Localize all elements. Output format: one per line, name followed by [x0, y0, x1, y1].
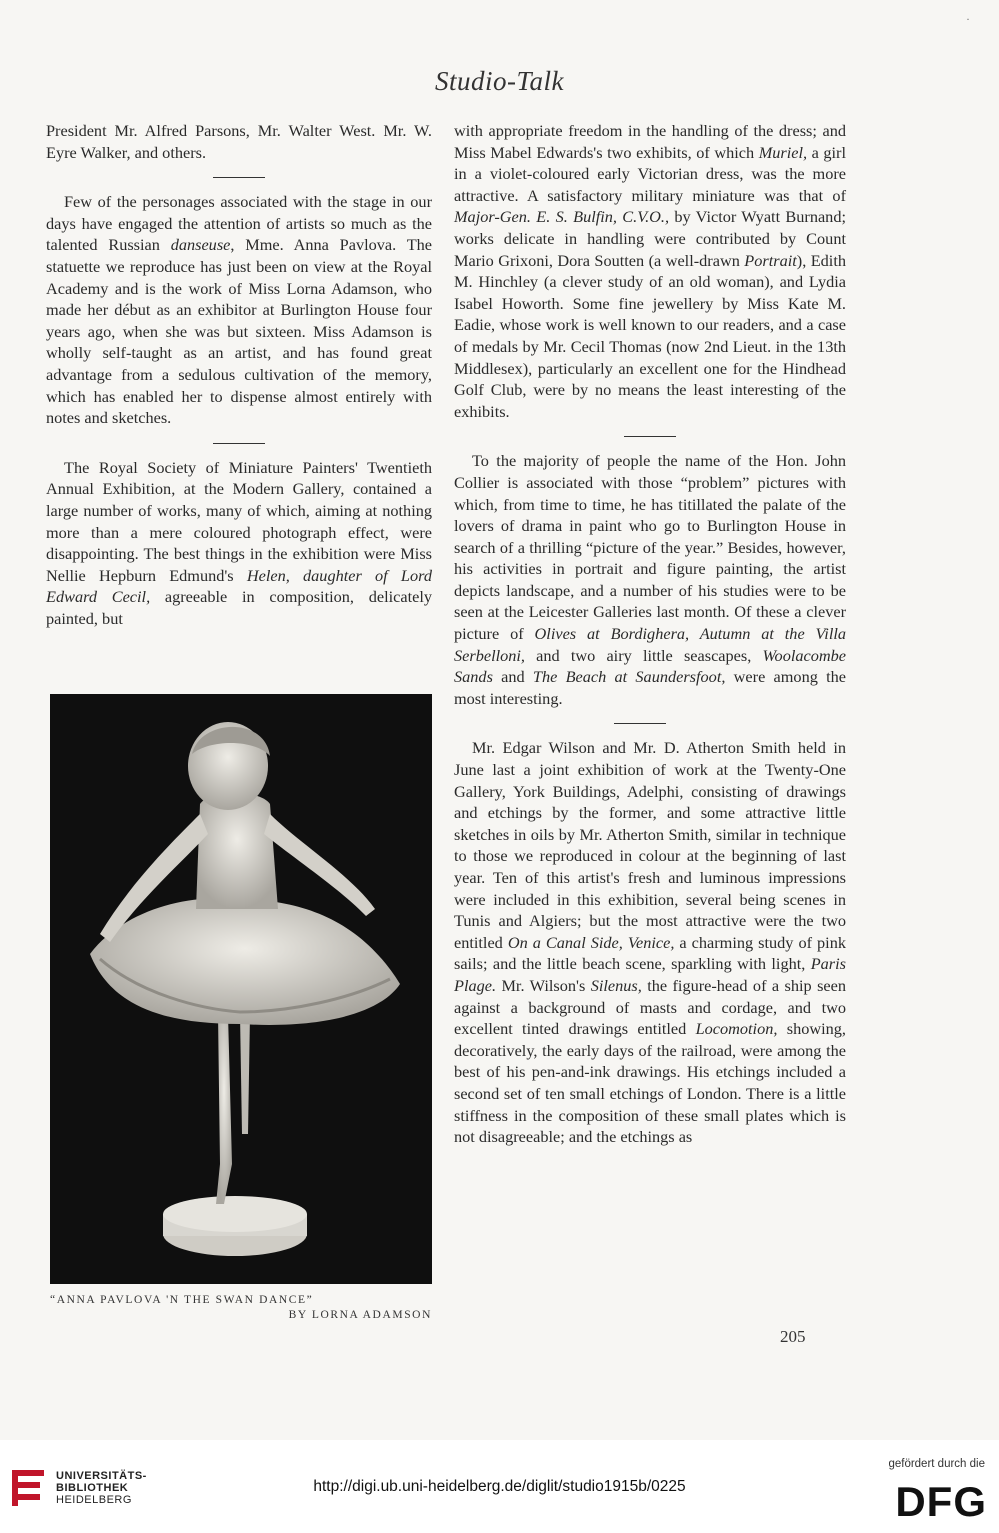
section-divider	[213, 177, 265, 178]
paragraph: To the majority of people the name of the Hon. John Collier is associated with those “problem” pictures with which, from time to time, he has titillated the palate of the lovers of drama in paint who go to Burlington House in search of a thrilling “picture of the year.” Besides, however, his activities in portrait and figure painting, the artist depicts landscape, and a number of his studies were to be seen at the Leicester Galleries last month. Of these a clever picture of Olives at Bordighera, Autumn at the Villa Serbelloni, and two airy little seascapes, Woolacombe Sands and The Beach at Saundersfoot, were among the most interesting.	[454, 451, 847, 708]
paragraph: Mr. Edgar Wilson and Mr. D. Atherton Smith held in June last a joint exhibition of work at the Twenty-One Gallery, York Buildings, Adelphi, consisting of drawings and etchings by the former, and some attractive little sketches in oils by Mr. Atherton Smith, similar in technique to those we reproduced in colour at the beginning of last year. Ten of this artist's fresh and luminous impressions were included in this exhibition, several being scenes in Tunis and Algiers; but the most attractive were the two entitled On a Canal Side, Venice, a charming study of pink sails; and the little beach scene, sparkling with light, Paris Plage. Mr. Wilson's Silenus, the figure-head of a ship seen against a background of masts and cordage, and two excellent tinted drawings entitled Locomotion, showing, decoratively, the early days of the railroad, were among the best of his pen-and-ink drawings. His etchings included a second set of ten small etchings of London. There is a little stiffness in the composition of these small plates which is not disagreeable; and the etchings as	[454, 738, 846, 1147]
caption-title: “ANNA PAVLOVA 'N THE SWAN DANCE”	[50, 1294, 314, 1306]
paragraph: with appropriate freedom in the handling of the dress; and Miss Mabel Edwards's two exhibits, of which Muriel, a girl in a violet-coloured early Victorian dress, was the more attractive. A satisfactory military miniature was that of Major-Gen. E. S. Bulfin, C.V.O., by Victor Wyatt Burnand; works delicate in handling were contributed by Count Mario Grixoni, Dora Soutten (a well-drawn Portrait), Edith M. Hinchley (a clever study of an old woman), and Lydia Isabel Howorth. Some fine jewellery by Miss Kate M. Eadie, whose work is well known to our readers, and a case of medals by Mr. Cecil Thomas (now 2nd Lieut. in the 13th Middlesex), particularly an excellent one for the Hindhead Golf Club, were by no means the least interesting of the exhibits.	[454, 121, 846, 421]
statuette-illustration	[50, 694, 432, 1284]
sponsor-label: gefördert durch die	[888, 1458, 985, 1470]
library-name: UNIVERSITÄTS- BIBLIOTHEK HEIDELBERG	[56, 1470, 147, 1506]
running-header: Studio-Talk	[434, 66, 565, 96]
stray-mark: ·	[966, 12, 970, 26]
paragraph: The Royal Society of Miniature Painters' Twentieth Annual Exhibition, at the Modern Gallery, contained a large number of works, many of which, aiming at nothing more than a mere coloured photograph effect, were disappointing. The best things in the exhibition were Miss Nellie Hepburn Edmund's Helen, daughter of Lord Edward Cecil, agreeable in composition, delicately painted, but	[46, 457, 432, 628]
right-column	[454, 120, 846, 1148]
section-divider	[213, 443, 265, 444]
paragraph: President Mr. Alfred Parsons, Mr. Walter West. Mr. W. Eyre Walker, and others.	[46, 121, 432, 162]
dfg-logo: DFG	[895, 1478, 987, 1525]
paragraph: Few of the personages associated with the stage in our days have engaged the attention of artists so much as the talented Russian danseuse, Mme. Anna Pavlova. The statuette we reproduce has just been on view at the Royal Academy and is the work of Miss Lorna Adamson, who made her début as an exhibitor at Burlington House four years ago, when she was but sixteen. Miss Adamson is wholly self-taught as an artist, and has found great advantage from a sedulous cultivation of the memory, which has enabled her to dispense almost entirely with notes and sketches.	[46, 192, 433, 428]
section-divider	[614, 723, 666, 724]
digitization-footer	[0, 1440, 999, 1533]
section-divider	[624, 436, 676, 437]
page-number: 205	[780, 1327, 806, 1346]
source-url-link[interactable]: http://digi.ub.uni-heidelberg.de/diglit/studio1915b/0225	[313, 1478, 686, 1495]
figure-caption	[46, 1293, 432, 1323]
statuette-photograph	[50, 694, 432, 1284]
caption-credit: BY LORNA ADAMSON	[288, 1309, 432, 1321]
left-column	[46, 120, 432, 629]
